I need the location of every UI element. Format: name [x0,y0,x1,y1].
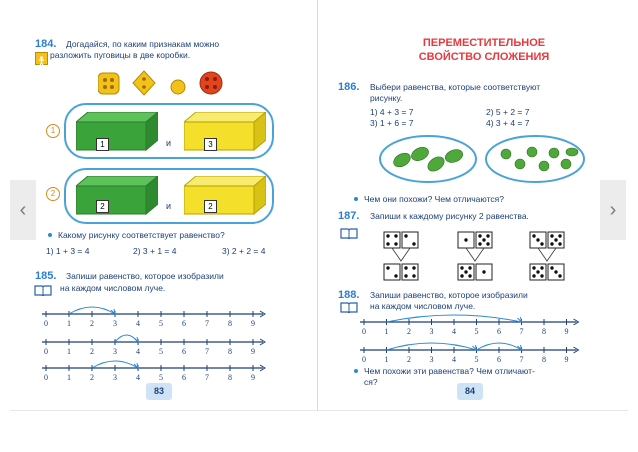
line-188-b-tick-label: 2 [407,355,411,364]
line-185-b-tick-label: 4 [136,347,140,356]
equation-option-2: 2) 3 + 1 = 4 [133,246,177,256]
domino-connector-1 [392,248,410,261]
line-185-c-tick-label: 4 [136,373,140,382]
equation-2: 2) 5 + 2 = 7 [486,107,530,117]
task-186-text-line1: Выбери равенства, которые соответствуют [370,82,541,92]
line-188-b-tick-label: 9 [564,355,569,364]
number-lines-185 [40,300,270,384]
line-185-a-tick-label: 9 [251,319,255,328]
domino-1-bottom [384,264,418,280]
task-184-number: 184. [35,38,57,50]
task-187-text: Запиши к каждому рисунку 2 равенства. [370,211,529,221]
domino-connector-3 [538,248,556,261]
task-188-question-line1: Чем похожи эти равенства? Чем отличают- [364,366,535,376]
yellow-box-1-label: 3 [204,138,217,151]
line-188-a-tick-label: 8 [542,327,546,336]
task-188-question-line2: ся? [364,377,378,387]
option-1-marker: 1 [46,124,60,138]
line-188-b-tick-label: 1 [384,355,389,364]
line-185-a-tick-label: 0 [44,319,48,328]
task-186-question: Чем они похожи? Чем отличаются? [364,194,504,204]
line-188-b-tick-label: 6 [497,355,501,364]
line-188-a-tick-label: 3 [429,327,434,336]
line-188-a-tick-label: 1 [384,327,389,336]
and-label-1: и [166,138,172,148]
buttons-illustration [98,70,228,96]
line-185-c-tick-label: 2 [90,373,94,382]
yellow-box-1 [184,112,266,152]
line-188-a-tick-label: 6 [497,327,501,336]
yellow-box-2-label: 2 [204,200,217,213]
line-185-c-tick-label: 3 [113,373,117,382]
equation-1: 1) 4 + 3 = 7 [370,107,414,117]
section-title-line2: СВОЙСТВО СЛОЖЕНИЯ [418,51,550,63]
prev-page-button[interactable] [10,180,36,240]
leaves-oval-2 [484,134,586,184]
book-icon [340,302,358,313]
person-icon [35,52,48,65]
line-188-b-tick-label: 8 [542,355,546,364]
line-185-b-tick-label: 6 [182,347,186,356]
line-185-a-tick-label: 6 [182,319,186,328]
line-185-a-tick-label: 4 [136,319,140,328]
equation-4: 4) 3 + 4 = 7 [486,118,530,128]
line-185-c-tick-label: 0 [44,373,48,382]
green-box-1 [76,112,158,152]
task-186-text-line2: рисунку. [370,93,403,103]
line-185-c-tick-label: 6 [182,373,186,382]
line-185-a-tick-label: 7 [205,319,209,328]
dominoes-illustration [378,228,598,288]
line-185-c-tick-label: 1 [67,373,71,382]
line-185-c-tick-label: 7 [205,373,209,382]
line-185-b-tick-label: 2 [90,347,94,356]
book-icon [34,285,52,296]
line-188-a-tick-label: 9 [564,327,569,336]
task-185-number: 185. [35,270,57,282]
book-icon [340,228,358,239]
line-188-a-tick-label: 2 [407,327,411,336]
page-right [318,0,638,410]
and-label-2: и [166,201,172,211]
task-184-question: Какому рисунку соответствует равенство? [58,230,225,240]
line-185-b-tick-label: 7 [205,347,209,356]
line-188-b-tick-label: 7 [519,355,524,364]
task-184-text-line2: разложить пуговицы в две коробки. [50,50,191,60]
chevron-left-icon: ‹ [19,198,27,221]
line-185-b-tick-label: 3 [113,347,117,356]
page-number-left: 83 [146,383,172,400]
line-185-a-tick-label: 1 [67,319,71,328]
task-185-text-line2: на каждом числовом луче. [60,283,166,293]
line-185-a-tick-label: 2 [90,319,94,328]
task-184-text-line1: Догадайся, по каким признакам можно [66,39,220,49]
bullet [354,369,358,373]
task-188-text-line2: на каждом числовом луче. [370,301,476,311]
yellow-box-2 [184,176,266,216]
line-188-a-tick-label: 0 [362,327,366,336]
equation-option-3: 3) 2 + 2 = 4 [222,246,266,256]
green-box-1-label: 1 [96,138,109,151]
section-title-line1: ПЕРЕМЕСТИТЕЛЬНОЕ [422,37,546,49]
task-186-number: 186. [338,81,360,93]
chevron-right-icon: › [609,198,617,221]
line-185-b-tick-label: 0 [44,347,48,356]
task-185-text-line1: Запиши равенство, которое изобразили [66,271,224,281]
line-185-b-tick-label: 1 [67,347,71,356]
line-188-a-tick-label: 7 [519,327,524,336]
bottom-rule [10,410,628,411]
line-185-b-tick-label: 8 [228,347,232,356]
domino-2-bottom [458,264,492,280]
line-185-c-tick-label: 5 [159,373,163,382]
page-left [0,0,318,410]
line-188-b-tick-label: 3 [429,355,434,364]
line-185-b-arc-arrow [134,337,138,342]
line-188-b-tick-label: 5 [474,355,479,364]
line-185-c-tick-label: 9 [251,373,255,382]
next-page-button[interactable] [600,180,626,240]
number-lines-188 [358,308,590,364]
leaves-oval-1 [378,134,478,184]
line-185-a-tick-label: 5 [159,319,163,328]
line-188-b-tick-label: 4 [452,355,456,364]
bullet [354,197,358,201]
line-185-a-tick-label: 8 [228,319,232,328]
line-185-b-tick-label: 9 [251,347,255,356]
line-185-a-tick-label: 3 [113,319,117,328]
page-number-right: 84 [457,383,483,400]
task-187-number: 187. [338,210,360,222]
green-box-2 [76,176,158,216]
domino-3-top [530,232,564,248]
domino-3-bottom [530,264,564,280]
domino-2-top [458,232,492,248]
green-box-2-label: 2 [96,200,109,213]
line-188-b-tick-label: 0 [362,355,366,364]
line-185-c-tick-label: 8 [228,373,232,382]
task-188-text-line1: Запиши равенство, которое изобразили [370,290,528,300]
equation-3: 3) 1 + 6 = 7 [370,118,414,128]
line-188-a-tick-label: 4 [452,327,456,336]
domino-1-top [384,232,418,248]
line-185-b-tick-label: 5 [159,347,163,356]
option-2-marker: 2 [46,187,60,201]
domino-connector-2 [466,248,484,261]
bullet [48,233,52,237]
task-188-number: 188. [338,289,360,301]
equation-option-1: 1) 1 + 3 = 4 [46,246,90,256]
line-188-a-tick-label: 5 [474,327,479,336]
